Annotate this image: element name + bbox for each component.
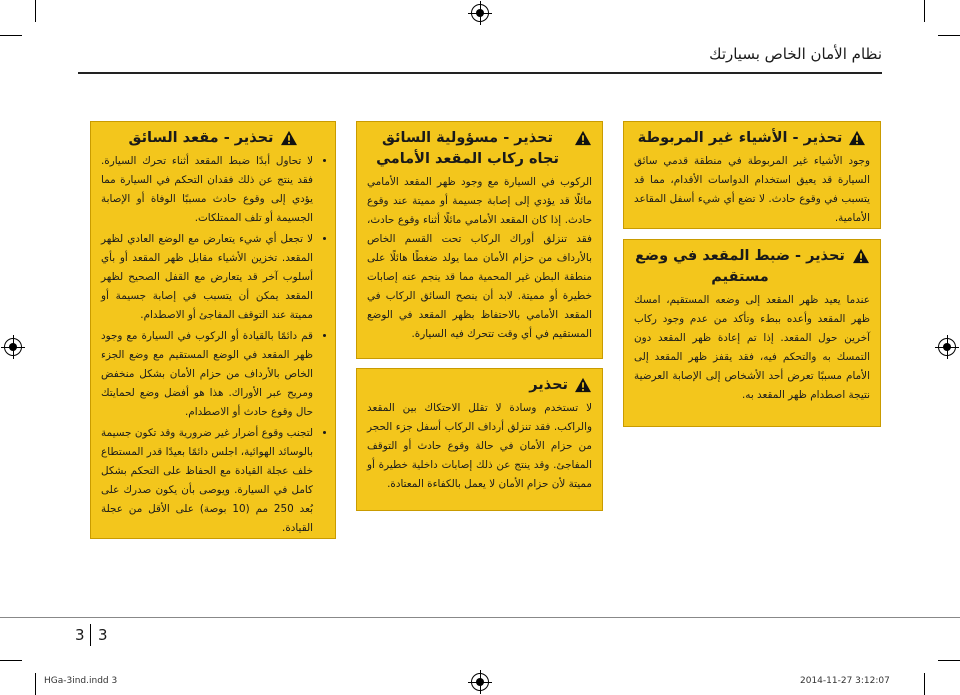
- warning-title: [367, 128, 592, 170]
- warning-list: [101, 152, 325, 538]
- list-item: • قم دائمًا بالقيادة أو الركوب في السيارة مع وجود ظهر المقعد في الوضع المستقيم مع وضع الجزء الخاص بالأرداف من حزام الأمان بشكل منخفض ومريح عبر الأوراك. هذا هو أفضل وضع لحمايتك حال وقوع حادث أو الاصطدام.: [101, 327, 313, 422]
- warning-box-unsecured-objects: [623, 121, 881, 229]
- date-slug: 2014-11-27 ‎‪3:12:07‬: [800, 676, 890, 686]
- warning-triangle-icon: [848, 130, 866, 146]
- warning-box-driver-seat: [90, 121, 336, 539]
- page-number-right: 3: [98, 626, 108, 644]
- warning-triangle-icon: [574, 377, 592, 393]
- crop-mark: [938, 660, 960, 661]
- warning-title: [367, 375, 592, 396]
- warning-box-cushion: [356, 368, 603, 511]
- registration-mark-icon: [471, 673, 489, 691]
- header-divider: [78, 72, 882, 74]
- warning-text: الركوب في السيارة مع وجود ظهر المقعد الأمامي مائلًا قد يؤدي إلى إصابة جسيمة أو مميتة عند وقوع حادث. إذا كان المقعد الأمامي مائلًا أثناء وقوع حادث، فقد تنزلق أوراك الركاب تحت القسم الخاص بالأرداف من حزام الأمان مما يولد ضغطًا هائلًا على منطقة البطن غير المحمية مما قد ينجم عنه إصابات خطيرة أو مميتة. لابد أن ينصح السائق الركاب في المقعد الأمامي بالاحتفاظ بظهر المقعد في الوضع المستقيم في أي وقت تتحرك فيه السيارة.: [367, 176, 592, 340]
- registration-mark-icon: [4, 338, 22, 356]
- section-title: نظام الأمان الخاص بسيارتك: [709, 45, 882, 63]
- warning-title-text: تحذير - مقعد السائق: [128, 130, 274, 146]
- crop-mark: [0, 660, 22, 661]
- footer-divider: [0, 617, 960, 618]
- registration-mark-icon: [471, 4, 489, 22]
- list-item: • لا تجعل أي شيء يتعارض مع الوضع العادي لظهر المقعد. تخزين الأشياء مقابل ظهر المقعد أو بأي أسلوب آخر قد يتعارض مع القفل الصحيح لظهر المقعد يمكن أن يتسبب في إصابة جسيمة أو مميتة عند التوقف المفاجئ أو الاصطدام.: [101, 230, 313, 325]
- warning-box-driver-responsibility: [356, 121, 603, 359]
- warning-title: [101, 128, 325, 149]
- warning-text: وجود الأشياء غير المربوطة في منطقة قدمي سائق السيارة قد يعيق استخدام الدواسات الأقدام، مما قد يتسبب في وقوع حادث. لا تضع أي شيء أسفل المقاعد الأمامية.: [634, 155, 870, 224]
- crop-mark: [35, 0, 36, 22]
- warning-text: لا تستخدم وسادة لا تقلل الاحتكاك بين المقعد والراكب. فقد تنزلق أرداف الركاب أسفل جزء الحجر من حزام الأمان في حالة وقوع حادث أو التوقف المفاجئ. وقد ينتج عن ذلك إصابات داخلية خطيرة أو مميتة لأن حزام الأمان لا يعمل بالكفاءة المعتادة.: [367, 402, 592, 490]
- page-number-left: 3: [75, 626, 85, 644]
- warning-title-text: تحذير - ضبط المقعد في وضع مستقيم: [635, 248, 845, 285]
- list-item: • لا تحاول أبدًا ضبط المقعد أثناء تحرك السيارة. فقد ينتج عن ذلك فقدان التحكم في السيارة مما يؤدي إلى وقوع حادث مسببًا الوفاة أو الإصابة الجسيمة أو تلف الممتلكات.: [101, 152, 313, 228]
- file-slug: HGa-3ind.indd 3: [44, 676, 118, 686]
- crop-mark: [924, 0, 925, 22]
- warning-triangle-icon: [574, 130, 592, 146]
- page-number-divider: [90, 624, 91, 646]
- warning-box-seat-upright: [623, 239, 881, 427]
- warning-title: [634, 128, 870, 149]
- crop-mark: [924, 673, 925, 695]
- list-item: • لتجنب وقوع أضرار غير ضرورية وقد تكون جسيمة بالوسائد الهوائية، اجلس دائمًا بعيدًا قدر المستطاع خلف عجلة القيادة مع الحفاظ على التحكم بشكل كامل في السيارة. ويوصى بأن يكون صدرك على بُعد 250 مم (10 بوصة) على الأقل من عجلة القيادة.: [101, 424, 313, 538]
- registration-mark-icon: [938, 338, 956, 356]
- warning-triangle-icon: [852, 248, 870, 264]
- warning-title: [634, 246, 870, 288]
- warning-title-text: تحذير: [529, 377, 568, 393]
- warning-title-text: تحذير - الأشياء غير المربوطة: [637, 130, 843, 146]
- warning-triangle-icon: [280, 130, 298, 146]
- crop-mark: [938, 35, 960, 36]
- warning-title-text: تحذير - مسؤولية السائق تجاه ركاب المقعد الأمامي: [376, 130, 559, 167]
- crop-mark: [35, 673, 36, 695]
- crop-mark: [0, 35, 22, 36]
- warning-text: عندما يعيد ظهر المقعد إلى وضعه المستقيم، امسك ظهر المقعد وأعده ببطء وتأكد من عدم وجود ركاب آخرين حول المقعد. إذا تم إعادة ظهر المقعد دون التمسك به والتحكم فيه، فقد يقفز ظهر المقعد إلى الأمام مسببًا تعرض أحد الأشخاص إلى الإصابة العرضية نتيجة اصطدام ظهر المقعد به.: [634, 294, 870, 401]
